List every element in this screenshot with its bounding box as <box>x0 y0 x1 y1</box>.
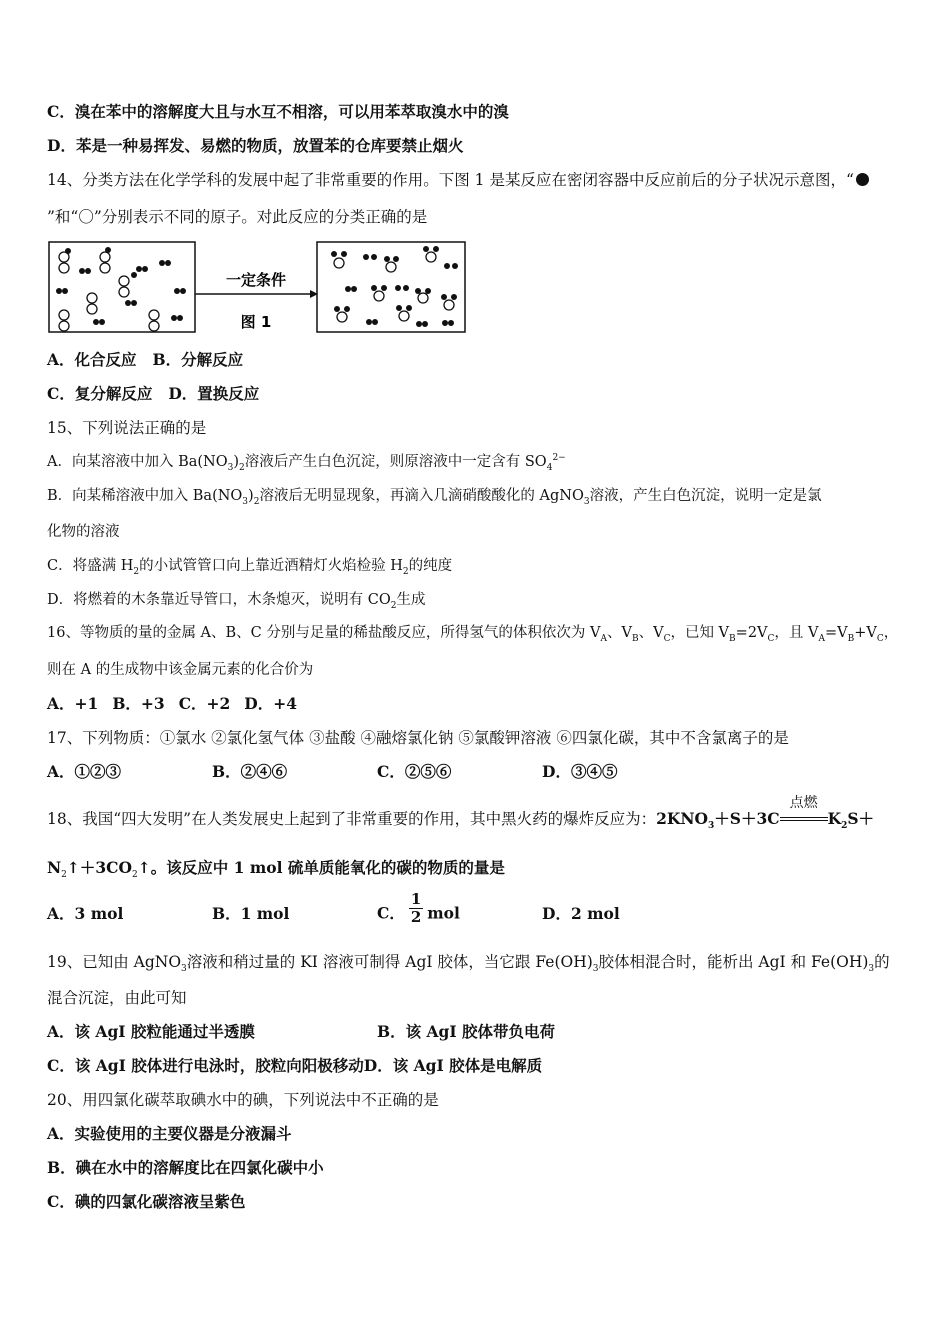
denominator: 2 <box>410 908 422 926</box>
q15-option-b <box>47 486 822 506</box>
q14-stem-cont: ”和“〇”分别表示不同的原子。对此反应的分类正确的是 <box>47 208 428 226</box>
q15-d-text2: 生成 <box>396 592 426 608</box>
q18-option-c <box>377 890 542 926</box>
q15-option-a <box>47 452 566 472</box>
q15-c-text2: 的小试管管口向上靠近酒精灯火焰检验 H <box>139 558 403 574</box>
sub-a: A <box>818 633 826 644</box>
q15-stem: 15、下列说法正确的是 <box>47 419 207 437</box>
q20-option-a: A．实验使用的主要仪器是分液漏斗 <box>47 1124 292 1143</box>
sub-c: C <box>876 633 884 644</box>
q19-options-ab <box>47 1022 555 1042</box>
q18-option-a: A．3 mol <box>47 903 124 923</box>
q16-options <box>47 694 297 714</box>
q16-text1: 16、等物质的量的金属 A、B、C 分别与足量的稀盐酸反应，所得氢气的体积依次为 V <box>47 625 601 641</box>
q16-text4: ，且 V <box>774 625 819 641</box>
q18-option-b: B．1 mol <box>212 903 290 923</box>
q17-stem: 17、下列物质：①氯水 ②氯化氢气体 ③盐酸 ④融熔氯化钠 ⑤氯酸钾溶液 ⑥四氯化碳，其中不含氯离子的是 <box>47 729 789 747</box>
molecule-diagram <box>48 241 468 335</box>
fraction-one-half <box>409 891 423 926</box>
q19-option-d: D．该 AgI 胶体是电解质 <box>363 1056 543 1075</box>
sub-2: 2 <box>390 600 397 611</box>
q18-n: N <box>47 858 62 877</box>
q17-option-b: B．②④⑥ <box>212 762 288 781</box>
equals-bar <box>780 817 828 821</box>
sub-3: 3 <box>868 964 875 975</box>
sub-c: C <box>767 633 775 644</box>
q17-options <box>47 762 617 782</box>
arrow-label: 一定条件 <box>225 271 287 289</box>
sup-charge: 2− <box>552 453 566 464</box>
filled-circle-icon <box>856 173 869 186</box>
q14-figure <box>48 241 468 339</box>
q19-stem-cont: 混合沉淀，由此可知 <box>47 989 187 1007</box>
q19-option-a: A．该 AgI 胶粒能通过半透膜 <box>47 1022 255 1041</box>
sub-2: 2 <box>133 566 140 577</box>
q16-text5: =V <box>825 625 848 641</box>
q18-option-d: D．2 mol <box>542 903 620 923</box>
q19-text1: 19、已知由 AgNO <box>47 953 182 971</box>
sub-a: A <box>600 633 607 644</box>
q14-option-d: D．置换反应 <box>168 384 260 403</box>
q14-options-cd <box>47 384 259 404</box>
q19-text4: 的 <box>874 953 890 971</box>
q18-options <box>47 890 620 926</box>
q15-a-text3: 溶液后产生白色沉淀，则原溶液中一定含有 SO <box>244 454 547 470</box>
q15-c-text3: 的纯度 <box>408 558 453 574</box>
q18-c-unit: mol <box>427 903 460 923</box>
condition-label: 点燃 <box>789 795 818 811</box>
figure-caption: 图 1 <box>240 313 272 331</box>
q14-stem <box>47 170 869 190</box>
q18-eq-right: K <box>827 809 842 828</box>
q19-text2: 溶液和稍过量的 KI 溶液可制得 AgI 胶体，当它跟 Fe(OH) <box>186 953 593 971</box>
sub-3: 3 <box>592 964 599 975</box>
q18-stem-cont <box>47 858 505 881</box>
reaction-condition <box>780 795 828 829</box>
q15-option-b-cont: 化物的溶液 <box>47 524 120 540</box>
sub-3: 3 <box>181 964 187 975</box>
q15-option-c <box>47 556 452 576</box>
q16-text2: ，已知 V <box>670 625 730 641</box>
sub-3: 3 <box>708 821 715 832</box>
q14-option-a: A．化合反应 <box>47 350 137 369</box>
q16-stem-cont: 则在 A 的生成物中该金属元素的化合价为 <box>47 662 314 678</box>
q18-eq-right2: S＋ <box>847 809 875 828</box>
sub-3: 3 <box>242 496 249 507</box>
sub-b: B <box>729 633 736 644</box>
q16-option-c: C．+2 <box>178 694 231 713</box>
q16-text6: +V <box>854 625 877 641</box>
q18-text1: 18、我国“四大发明”在人类发展史上起到了非常重要的作用，其中黑火药的爆炸反应为： <box>47 810 657 828</box>
q20-option-b: B．碘在水中的溶解度比在四氯化碳中小 <box>47 1158 324 1177</box>
q15-b-text3: 溶液，产生白色沉淀，说明一定是氯 <box>589 488 822 504</box>
q18-eq-mid: ＋S＋3C <box>714 809 780 828</box>
q17-option-d: D．③④⑤ <box>542 762 618 781</box>
q17-option-c: C．②⑤⑥ <box>377 762 452 781</box>
q15-option-d <box>47 590 425 610</box>
q15-b-text1: B．向某稀溶液中加入 Ba(NO <box>47 488 243 504</box>
q18-text2: ↑。该反应中 1 mol 硫单质能氧化的碳的物质的量是 <box>137 858 505 877</box>
q15-b-paren: ) <box>248 488 254 504</box>
q15-d-text1: D．将燃着的木条靠近导管口，木条熄灭，说明有 CO <box>47 592 391 608</box>
sub-2: 2 <box>841 821 848 832</box>
q19-stem <box>47 952 890 975</box>
sub-3: 3 <box>227 462 234 473</box>
q16-option-a: A．+1 <box>47 694 99 713</box>
q20-stem: 20、用四氯化碳萃取碘水中的碘，下列说法中不正确的是 <box>47 1091 439 1109</box>
numerator: 1 <box>410 890 422 908</box>
sub-3: 3 <box>583 496 590 507</box>
q19-text3: 胶体相混合时，能析出 AgI 和 Fe(OH) <box>598 953 869 971</box>
sub-2: 2 <box>132 870 138 881</box>
q17-option-a: A．①②③ <box>47 762 122 781</box>
q15-a-text1: A．向某溶液中加入 Ba(NO <box>47 454 228 470</box>
q20-option-c: C．碘的四氯化碳溶液呈紫色 <box>47 1192 246 1211</box>
q15-c-text1: C．将盛满 H <box>47 558 134 574</box>
q14-option-b: B．分解反应 <box>152 350 244 369</box>
sub-b: B <box>847 633 855 644</box>
sub-2: 2 <box>61 870 67 881</box>
q14-stem-text: 14、分类方法在化学学科的发展中起了非常重要的作用。下图 1 是某反应在密闭容器中反应前后的分子状况示意图，“ <box>47 171 854 189</box>
q13-option-d: D．苯是一种易挥发、易燃的物质，放置苯的仓库要禁止烟火 <box>47 136 464 155</box>
q18-co2: ↑＋3CO <box>66 858 133 877</box>
q18-c-label: C． <box>377 903 405 923</box>
q16-stem: 16、等物质的量的金属 A、B、C 分别与足量的稀盐酸反应，所得氢气的体积依次为 $V_A$、$V_B$、$V_C$，已知 $V_B=2V_C$，且 $V_A=V_B+V_C$， <box>47 625 899 644</box>
q14-options-ab <box>47 350 243 370</box>
q19-option-c: C．该 AgI 胶体进行电泳时，胶粒向阳极移动 <box>47 1056 364 1075</box>
q14-option-c: C．复分解反应 <box>47 384 153 403</box>
q16-option-b: B．+3 <box>112 694 165 713</box>
sub-c: C <box>663 633 671 644</box>
sub-2: 2 <box>253 496 260 507</box>
q15-b-text2: 溶液后无明显现象，再滴入几滴硝酸酸化的 AgNO <box>259 488 584 504</box>
q13-option-c: C．溴在苯中的溶解度大且与水互不相溶，可以用苯萃取溴水中的溴 <box>47 102 509 121</box>
q19-options-cd <box>47 1056 542 1076</box>
sub-b: B <box>631 633 639 644</box>
q15-a-text2: ) <box>233 454 240 470</box>
sub-4: 4 <box>546 462 553 473</box>
q19-option-b: B．该 AgI 胶体带负电荷 <box>377 1022 556 1041</box>
sub-2: 2 <box>402 566 409 577</box>
sub-2: 2 <box>239 462 245 473</box>
q18-stem <box>47 795 875 832</box>
q16-option-d: D．+4 <box>244 694 298 713</box>
q16-text3: =2V <box>735 625 768 641</box>
q18-eq-left: 2KNO <box>656 809 709 828</box>
